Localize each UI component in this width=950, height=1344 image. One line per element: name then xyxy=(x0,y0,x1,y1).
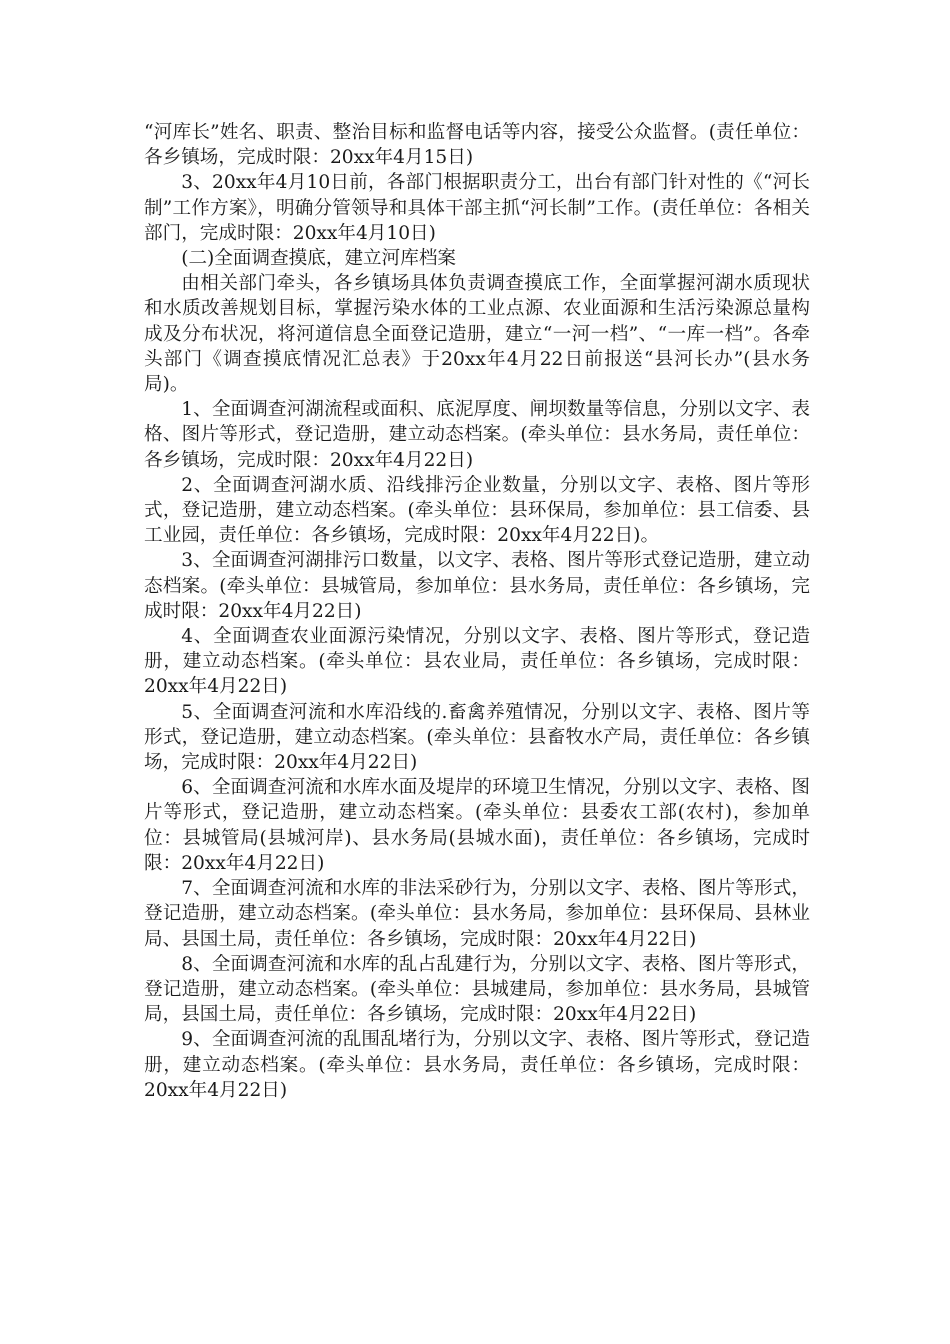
paragraph-item-7: 7、全面调查河流和水库的非法采砂行为，分别以文字、表格、图片等形式，登记造册，建立动态档案。(牵头单位：县水务局，参加单位：县环保局、县林业局、县国土局，责任单位：各乡镇场，完成时限：20xx年4月22日) xyxy=(144,878,810,950)
section-heading-survey: (二)全面调查摸底，建立河库档案 xyxy=(181,248,457,270)
paragraph-item-9: 9、全面调查河流的乱围乱堵行为，分别以文字、表格、图片等形式，登记造册，建立动态档案。(牵头单位：县水务局，责任单位：各乡镇场，完成时限：20xx年4月22日) xyxy=(144,1029,810,1101)
paragraph-survey-intro: 由相关部门牵头，各乡镇场具体负责调查摸底工作，全面掌握河湖水质现状和水质改善规划目标，掌握污染水体的工业点源、农业面源和生活污染源总量构成及分布状况，将河道信息全面登记造册，建立“一河一档”、“一库一档”。各牵头部门《调查摸底情况汇总表》于20xx年4月22日前报送“县河长办”(县水务局)。 xyxy=(144,273,810,396)
paragraph-continuation: “河库长”姓名、职责、整治目标和监督电话等内容，接受公众监督。(责任单位：各乡镇场，完成时限：20xx年4月15日) xyxy=(144,122,810,169)
paragraph-item-2: 2、全面调查河湖水质、沿线排污企业数量，分别以文字、表格、图片等形式，登记造册，建立动态档案。(牵头单位：县环保局，参加单位：县工信委、县工业园，责任单位：各乡镇场，完成时限：20xx年4月22日)。 xyxy=(144,474,810,547)
paragraph-item-3: 3、全面调查河湖排污口数量，以文字、表格、图片等形式登记造册，建立动态档案。(牵头单位：县城管局，参加单位：县水务局，责任单位：各乡镇场，完成时限：20xx年4月22日) xyxy=(144,550,810,622)
paragraph-item-3-department-plan: 3、20xx年4月10日前，各部门根据职责分工，出台有部门针对性的《“河长制”工作方案》，明确分管领导和具体干部主抓“河长制”工作。(责任单位：各相关部门，完成时限：20xx年4月10日) xyxy=(144,172,810,244)
paragraph-item-4: 4、全面调查农业面源污染情况，分别以文字、表格、图片等形式，登记造册，建立动态档案。(牵头单位：县农业局，责任单位：各乡镇场，完成时限：20xx年4月22日) xyxy=(144,626,810,698)
paragraph-item-6: 6、全面调查河流和水库水面及堤岸的环境卫生情况，分别以文字、表格、图片等形式，登记造册，建立动态档案。(牵头单位：县委农工部(农村)，参加单位：县城管局(县城河岸)、县水务局(县城水面)，责任单位：各乡镇场，完成时限：20xx年4月22日) xyxy=(144,777,810,874)
document-body xyxy=(144,120,810,1103)
paragraph-item-8: 8、全面调查河流和水库的乱占乱建行为，分别以文字、表格、图片等形式，登记造册，建立动态档案。(牵头单位：县城建局，参加单位：县水务局，县城管局，县国土局，责任单位：各乡镇场，完成时限：20xx年4月22日) xyxy=(144,953,810,1026)
paragraph-item-1: 1、全面调查河湖流程或面积、底泥厚度、闸坝数量等信息，分别以文字、表格、图片等形式，登记造册，建立动态档案。(牵头单位：县水务局，责任单位：各乡镇场，完成时限：20xx年4月22日) xyxy=(144,399,810,471)
paragraph-item-5: 5、全面调查河流和水库沿线的.畜禽养殖情况，分别以文字、表格、图片等形式，登记造册，建立动态档案。(牵头单位：县畜牧水产局，责任单位：各乡镇场，完成时限：20xx年4月22日) xyxy=(144,701,810,774)
